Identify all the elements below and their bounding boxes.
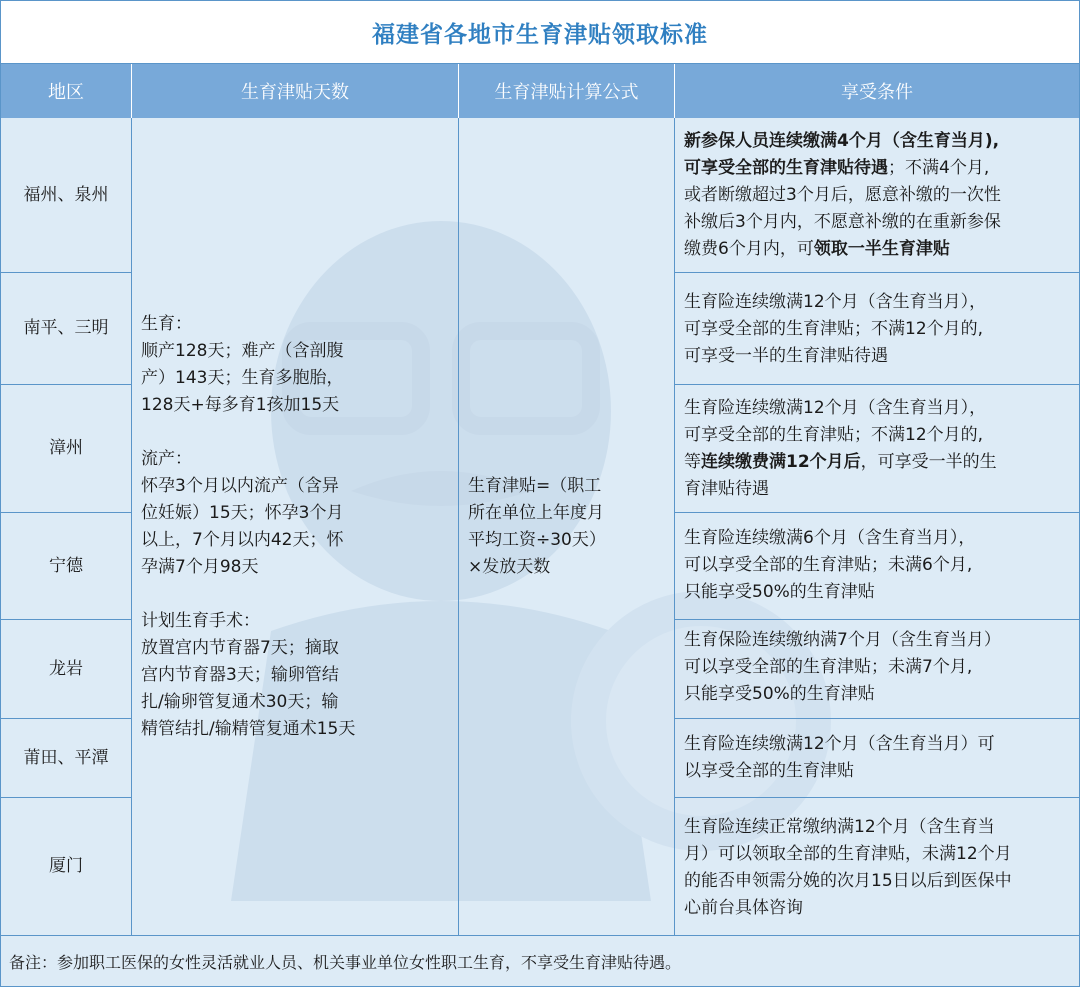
footnote: 备注：参加职工医保的女性灵活就业人员、机关事业单位女性职工生育，不享受生育津贴待遇。 xyxy=(1,936,1079,986)
condition-line: 月）可以领取全部的生育津贴，未满12个月 xyxy=(684,844,1012,864)
days-line: 128天+每多育1孩加15天 xyxy=(141,394,340,415)
days-line: 顺产128天；难产（含剖腹 xyxy=(141,340,344,361)
condition-line: 生育险连续缴满6个月（含生育当月）， xyxy=(684,528,976,548)
region-cell: 南平、三明 xyxy=(1,273,132,385)
region-cell: 宁德 xyxy=(1,513,132,620)
page-title: 福建省各地市生育津贴领取标准 xyxy=(1,1,1079,64)
condition-cell-nanping xyxy=(675,273,1079,385)
condition-line: 只能享受50%的生育津贴 xyxy=(684,582,875,602)
condition-line: 可以享受全部的生育津贴；未满7个月, xyxy=(684,657,973,677)
region-cell: 漳州 xyxy=(1,385,132,513)
condition-cell-ningde xyxy=(675,513,1079,620)
condition-line: ；不满4个月, xyxy=(888,158,990,178)
days-line: 宫内节育器3天；输卵管结 xyxy=(141,664,339,685)
condition-line: 可享受全部的生育津贴；不满12个月的, xyxy=(684,319,984,339)
condition-line: 可以享受全部的生育津贴；未满6个月, xyxy=(684,555,973,575)
condition-line: 领取一半生育津贴 xyxy=(813,239,950,259)
days-line: 精管结扎/输精管复通术15天 xyxy=(141,718,356,739)
region-cell: 福州、泉州 xyxy=(1,118,132,273)
condition-cell-xiamen xyxy=(675,798,1079,936)
condition-cell-fuzhou xyxy=(675,118,1079,273)
condition-line: 生育险连续缴满12个月（含生育当月）， xyxy=(684,292,987,312)
days-line: 流产： xyxy=(141,448,192,469)
formula-line: ×发放天数 xyxy=(468,556,551,577)
header-days: 生育津贴天数 xyxy=(132,64,459,118)
days-line: 计划生育手术： xyxy=(141,610,260,631)
condition-line: 等 xyxy=(684,452,701,472)
days-line: 位妊娠）15天；怀孕3个月 xyxy=(141,502,344,523)
days-line: 产）143天；生育多胞胎， xyxy=(141,367,344,388)
condition-line: 连续缴费满12个月后 xyxy=(701,452,861,472)
condition-line: 的能否申领需分娩的次月15日以后到医保中 xyxy=(684,871,1012,891)
condition-cell-putian xyxy=(675,719,1079,798)
days-line: 生育： xyxy=(141,313,192,334)
condition-line: 育津贴待遇 xyxy=(684,479,769,499)
formula-line: 生育津贴=（职工 xyxy=(468,475,602,496)
days-cell xyxy=(132,118,459,936)
condition-line: 可享受全部的生育津贴待遇 xyxy=(684,158,888,178)
region-cell: 莆田、平潭 xyxy=(1,719,132,798)
condition-line: 新参保人员连续缴满4个月（含生育当月), xyxy=(684,131,1000,151)
condition-line: 生育保险连续缴纳满7个月（含生育当月） xyxy=(684,630,1001,650)
region-cell: 厦门 xyxy=(1,798,132,936)
header-condition: 享受条件 xyxy=(675,64,1079,118)
condition-line: 生育险连续正常缴纳满12个月（含生育当 xyxy=(684,817,995,837)
condition-cell-zhangzhou xyxy=(675,385,1079,513)
condition-line: ，可享受一半的生 xyxy=(860,452,997,472)
formula-line: 所在单位上年度月 xyxy=(468,502,604,523)
days-line: 以上，7个月以内42天；怀 xyxy=(141,529,344,550)
condition-line: 生育险连续缴满12个月（含生育当月）， xyxy=(684,398,987,418)
condition-line: 可享受全部的生育津贴；不满12个月的, xyxy=(684,425,984,445)
condition-line: 可享受一半的生育津贴待遇 xyxy=(684,346,888,366)
condition-cell-longyan xyxy=(675,620,1079,719)
condition-line: 心前台具体咨询 xyxy=(684,898,803,918)
condition-line: 或者断缴超过3个月后，愿意补缴的一次性 xyxy=(684,185,1001,205)
region-cell: 龙岩 xyxy=(1,620,132,719)
condition-line: 以享受全部的生育津贴 xyxy=(684,761,854,781)
header-formula: 生育津贴计算公式 xyxy=(459,64,675,118)
condition-line: 补缴后3个月内，不愿意补缴的在重新参保 xyxy=(684,212,1001,232)
days-line: 扎/输卵管复通术30天；输 xyxy=(141,691,339,712)
days-line: 怀孕3个月以内流产（含异 xyxy=(141,475,339,496)
header-region: 地区 xyxy=(1,64,132,118)
formula-cell xyxy=(459,118,675,936)
days-line: 孕满7个月98天 xyxy=(141,556,259,577)
days-line: 放置宫内节育器7天；摘取 xyxy=(141,637,339,658)
formula-line: 平均工资÷30天） xyxy=(468,529,606,550)
condition-line: 生育险连续缴满12个月（含生育当月）可 xyxy=(684,734,995,754)
condition-line: 缴费6个月内，可 xyxy=(684,239,814,259)
condition-line: 只能享受50%的生育津贴 xyxy=(684,684,875,704)
